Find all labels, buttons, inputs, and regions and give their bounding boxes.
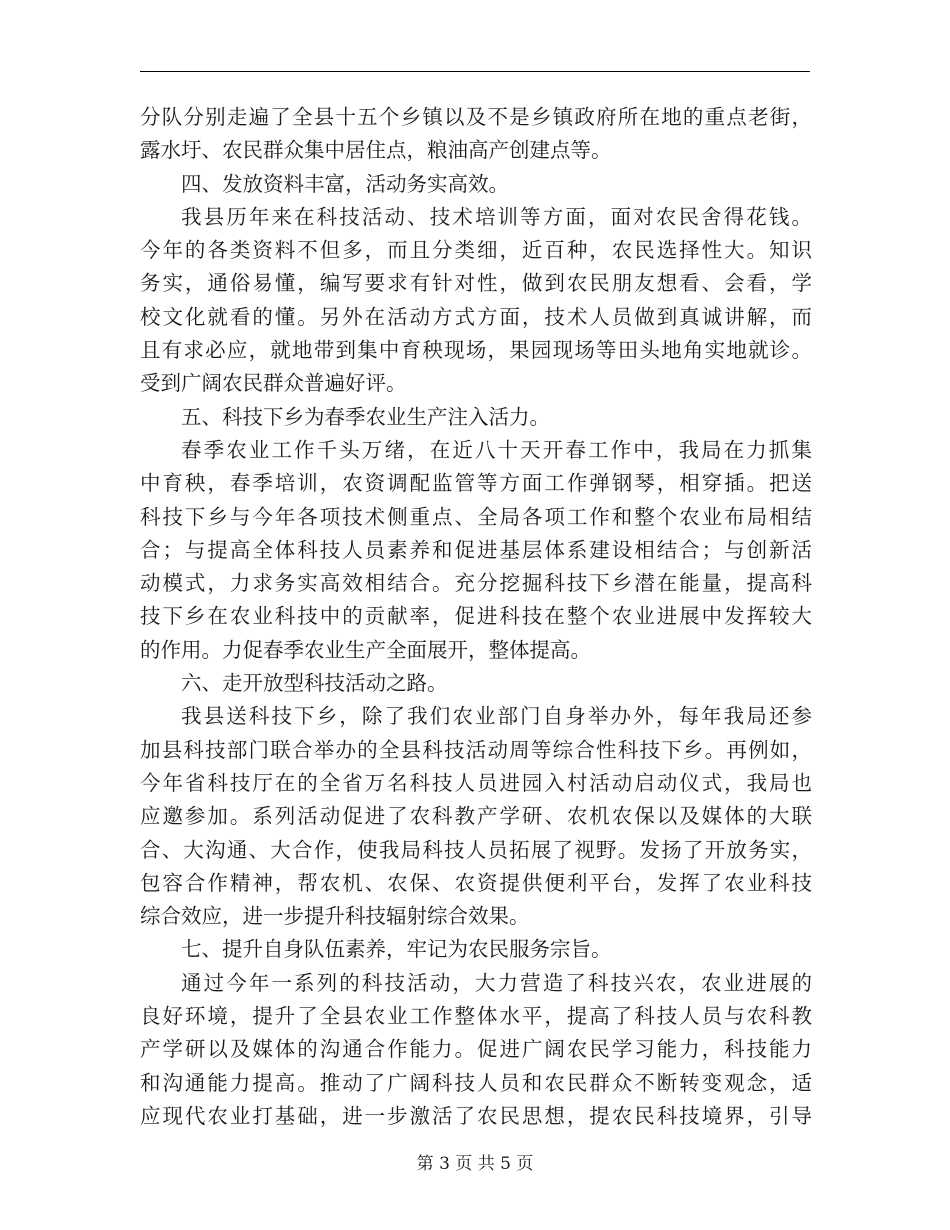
text-line: 露水圩、农民群众集中居住点，粮油高产创建点等。 [140,138,612,163]
text-line: 和沟通能力提高。推动了广阔科技人员和农民群众不断转变观念，适 [140,1070,812,1095]
text-line: 产学研以及媒体的沟通合作能力。促进广阔农民学习能力，科技能力 [140,1037,812,1062]
text-line: 春季农业工作千头万绪，在近八十天开春工作中，我局在力抓集 [181,437,812,462]
text-line: 今年的各类资料不但多，而且分类细，近百种，农民选择性大。知识 [140,238,812,263]
text-line: 务实，通俗易懂，编写要求有针对性，做到农民朋友想看、会看，学 [140,271,812,296]
text-line: 分队分别走遍了全县十五个乡镇以及不是乡镇政府所在地的重点老街， [140,105,812,129]
document-body [140,101,812,1133]
text-line: 包容合作精神，帮农机、农保、农资提供便利平台，发挥了农业科技 [140,870,812,895]
text-line: 今年省科技厅在的全省万名科技人员进园入村活动启动仪式，我局也 [140,770,812,795]
text-line: 我县历年来在科技活动、技术培训等方面，面对农民舍得花钱。 [181,204,812,229]
text-line: 动模式，力求务实高效相结合。充分挖掘科技下乡潜在能量，提高科 [140,571,812,596]
header-rule [140,71,810,72]
text-line: 技下乡在农业科技中的贡献率，促进科技在整个农业进展中发挥较大 [140,604,812,629]
text-line: 应现代农业打基础，进一步激活了农民思想，提农民科技境界，引导 [140,1103,812,1128]
section-heading: 六、走开放型科技活动之路。 [181,671,448,696]
section-heading: 七、提升自身队伍素养，牢记为农民服务宗旨。 [181,937,612,962]
text-line: 良好环境，提升了全县农业工作整体水平，提高了科技人员与农科教 [140,1004,812,1029]
section-heading: 五、科技下乡为春季农业生产注入活力。 [181,404,550,429]
text-line: 的作用。力促春季农业生产全面展开，整体提高。 [140,637,591,662]
text-line: 且有求必应，就地带到集中育秧现场，果园现场等田头地角实地就诊。 [140,338,812,363]
page-footer: 第 3 页 共 5 页 [416,1154,534,1174]
text-line: 综合效应，进一步提升科技辐射综合效果。 [140,904,530,929]
text-line: 中育秧，春季培训，农资调配监管等方面工作弹钢琴，相穿插。把送 [140,471,812,496]
text-line: 合；与提高全体科技人员素养和促进基层体系建设相结合；与创新活 [140,537,812,562]
text-line: 校文化就看的懂。另外在活动方式方面，技术人员做到真诚讲解，而 [140,304,812,329]
text-line: 通过今年一系列的科技活动，大力营造了科技兴农，农业进展的 [181,970,812,995]
text-line: 加县科技部门联合举办的全县科技活动周等综合性科技下乡。再例如， [140,737,812,762]
text-line: 应邀参加。系列活动促进了农科教产学研、农机农保以及媒体的大联 [140,804,812,829]
text-line: 我县送科技下乡，除了我们农业部门自身举办外，每年我局还参 [181,704,812,729]
text-line: 合、大沟通、大合作，使我局科技人员拓展了视野。发扬了开放务实， [140,837,812,862]
text-line: 科技下乡与今年各项技术侧重点、全局各项工作和整个农业布局相结 [140,504,812,529]
section-heading: 四、发放资料丰富，活动务实高效。 [181,171,509,196]
text-line: 受到广阔农民群众普遍好评。 [140,371,407,396]
